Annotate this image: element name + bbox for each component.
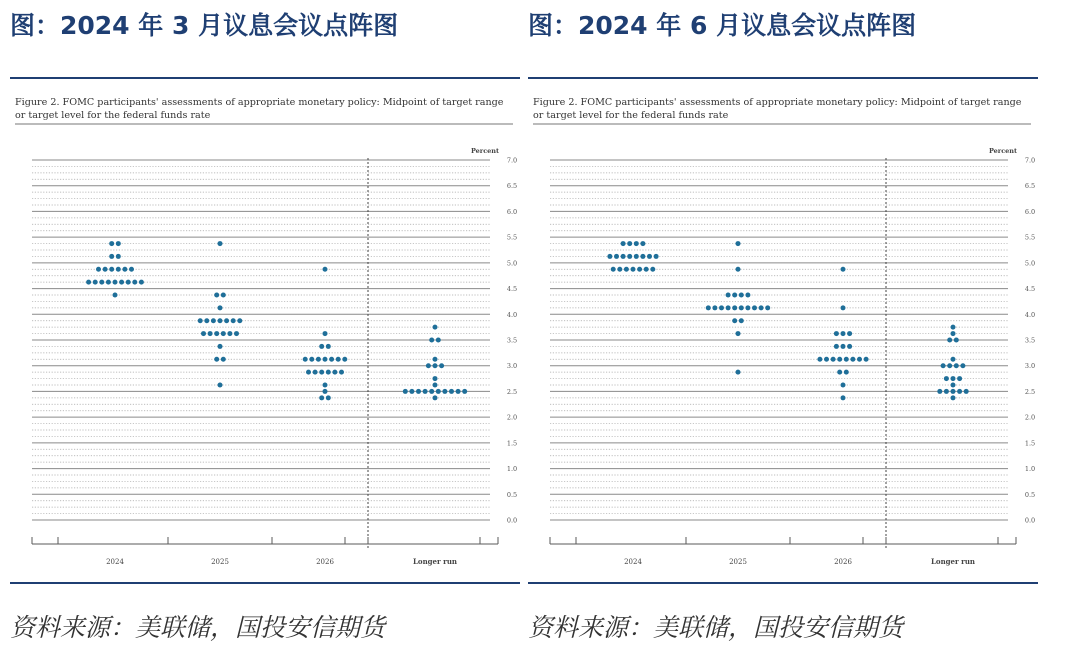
- projection-dot: [759, 305, 764, 310]
- projection-dot: [211, 318, 216, 323]
- projection-dot: [218, 241, 223, 246]
- projection-dot: [201, 331, 206, 336]
- projection-dot: [824, 357, 829, 362]
- projection-dot: [736, 331, 741, 336]
- projection-dot: [960, 363, 965, 368]
- y-tick-label: 4.5: [1024, 285, 1036, 294]
- projection-dot: [96, 267, 101, 272]
- y-tick-label: 1.5: [1024, 439, 1036, 448]
- projection-dot: [319, 370, 324, 375]
- projection-dot: [224, 318, 229, 323]
- y-tick-label: 3.5: [1024, 336, 1036, 345]
- projection-dot: [113, 280, 118, 285]
- projection-dot: [129, 267, 134, 272]
- projection-dot: [637, 267, 642, 272]
- projection-dot: [86, 280, 91, 285]
- y-axis-label: Percent: [988, 147, 1018, 155]
- projection-dot: [436, 389, 441, 394]
- projection-dot: [847, 344, 852, 349]
- dot-plot-chart: [10, 80, 520, 580]
- projection-dot: [736, 267, 741, 272]
- projection-dot: [726, 293, 731, 298]
- projection-dot: [951, 331, 956, 336]
- projection-dot: [706, 305, 711, 310]
- projection-dot: [617, 267, 622, 272]
- y-tick-label: 6.0: [1024, 207, 1036, 216]
- x-category-label: 2025: [211, 558, 229, 566]
- projection-dot: [644, 267, 649, 272]
- figure-caption-line2: or target level for the federal funds rate: [15, 110, 211, 121]
- projection-dot: [951, 376, 956, 381]
- projection-dot: [323, 357, 328, 362]
- dot-plot-chart: [528, 80, 1038, 580]
- projection-dot: [323, 389, 328, 394]
- projection-dot: [841, 395, 846, 400]
- projection-dot: [449, 389, 454, 394]
- y-tick-label: 3.0: [1024, 362, 1036, 371]
- projection-dot: [621, 254, 626, 259]
- y-tick-label: 0.5: [506, 490, 518, 499]
- projection-dot: [116, 254, 121, 259]
- projection-dot: [433, 357, 438, 362]
- projection-dot: [221, 293, 226, 298]
- projection-dot: [339, 370, 344, 375]
- projection-dot: [323, 331, 328, 336]
- projection-dot: [433, 395, 438, 400]
- projection-dot: [319, 344, 324, 349]
- projection-dot: [631, 267, 636, 272]
- projection-dot: [607, 254, 612, 259]
- projection-dot: [109, 241, 114, 246]
- projection-dot: [752, 305, 757, 310]
- projection-dot: [306, 370, 311, 375]
- top-rule: [10, 77, 520, 79]
- projection-dot: [429, 338, 434, 343]
- source-note: 资料来源：美联储，国投安信期货: [10, 613, 386, 642]
- y-tick-label: 6.5: [506, 182, 518, 191]
- projection-dot: [109, 254, 114, 259]
- projection-dot: [303, 357, 308, 362]
- projection-dot: [640, 254, 645, 259]
- projection-dot: [99, 280, 104, 285]
- projection-dot: [409, 389, 414, 394]
- figure-caption-line1: Figure 2. FOMC participants' assessments of appropriate monetary policy: Midpoint of target range: [533, 97, 1022, 108]
- projection-dot: [433, 363, 438, 368]
- y-tick-label: 3.5: [506, 336, 518, 345]
- projection-dot: [726, 305, 731, 310]
- projection-dot: [745, 305, 750, 310]
- projection-dot: [944, 376, 949, 381]
- y-tick-label: 0.0: [506, 516, 518, 525]
- bottom-rule: [10, 582, 520, 584]
- projection-dot: [634, 241, 639, 246]
- projection-dot: [218, 344, 223, 349]
- projection-dot: [947, 338, 952, 343]
- panel-title: 图：2024 年 3 月议息会议点阵图: [10, 11, 399, 40]
- projection-dot: [456, 389, 461, 394]
- projection-dot: [957, 389, 962, 394]
- x-category-label: 2026: [316, 558, 334, 566]
- projection-dot: [323, 383, 328, 388]
- y-tick-label: 2.0: [506, 413, 518, 422]
- projection-dot: [319, 395, 324, 400]
- x-category-label: 2026: [834, 558, 852, 566]
- projection-dot: [850, 357, 855, 362]
- projection-dot: [937, 389, 942, 394]
- projection-dot: [439, 363, 444, 368]
- y-tick-label: 1.0: [1024, 465, 1036, 474]
- projection-dot: [745, 293, 750, 298]
- projection-dot: [739, 293, 744, 298]
- projection-dot: [234, 331, 239, 336]
- projection-dot: [964, 389, 969, 394]
- panel-title: 图：2024 年 6 月议息会议点阵图: [528, 11, 917, 40]
- projection-dot: [113, 293, 118, 298]
- y-axis-label: Percent: [470, 147, 500, 155]
- projection-dot: [831, 357, 836, 362]
- y-tick-label: 2.0: [1024, 413, 1036, 422]
- dot-plot-figure: [10, 80, 520, 580]
- projection-dot: [736, 370, 741, 375]
- projection-dot: [132, 280, 137, 285]
- projection-dot: [429, 389, 434, 394]
- y-tick-label: 3.0: [506, 362, 518, 371]
- projection-dot: [647, 254, 652, 259]
- panel-march-2024: [10, 0, 540, 646]
- projection-dot: [126, 280, 131, 285]
- projection-dot: [841, 267, 846, 272]
- projection-dot: [214, 331, 219, 336]
- y-tick-label: 6.5: [1024, 182, 1036, 191]
- projection-dot: [221, 357, 226, 362]
- projection-dot: [951, 395, 956, 400]
- projection-dot: [426, 363, 431, 368]
- y-tick-label: 1.5: [506, 439, 518, 448]
- projection-dot: [336, 357, 341, 362]
- y-tick-label: 5.5: [1024, 233, 1036, 242]
- y-tick-label: 0.5: [1024, 490, 1036, 499]
- projection-dot: [316, 357, 321, 362]
- projection-dot: [442, 389, 447, 394]
- projection-dot: [227, 331, 232, 336]
- projection-dot: [951, 357, 956, 362]
- figure-caption-line2: or target level for the federal funds rate: [533, 110, 729, 121]
- projection-dot: [951, 389, 956, 394]
- projection-dot: [841, 331, 846, 336]
- projection-dot: [103, 267, 108, 272]
- projection-dot: [844, 370, 849, 375]
- projection-dot: [837, 370, 842, 375]
- projection-dot: [433, 376, 438, 381]
- projection-dot: [732, 293, 737, 298]
- projection-dot: [313, 370, 318, 375]
- y-tick-label: 5.0: [506, 259, 518, 268]
- projection-dot: [621, 241, 626, 246]
- projection-dot: [627, 241, 632, 246]
- projection-dot: [834, 344, 839, 349]
- projection-dot: [139, 280, 144, 285]
- projection-dot: [614, 254, 619, 259]
- projection-dot: [433, 383, 438, 388]
- projection-dot: [841, 383, 846, 388]
- dot-plot-figure: [528, 80, 1038, 580]
- projection-dot: [624, 267, 629, 272]
- bottom-rule: [528, 582, 1038, 584]
- projection-dot: [423, 389, 428, 394]
- projection-dot: [947, 363, 952, 368]
- projection-dot: [436, 338, 441, 343]
- projection-dot: [218, 305, 223, 310]
- projection-dot: [736, 241, 741, 246]
- projection-dot: [332, 370, 337, 375]
- projection-dot: [954, 363, 959, 368]
- projection-dot: [309, 357, 314, 362]
- projection-dot: [342, 357, 347, 362]
- projection-dot: [864, 357, 869, 362]
- projection-dot: [237, 318, 242, 323]
- y-tick-label: 5.0: [1024, 259, 1036, 268]
- x-category-label: Longer run: [412, 557, 458, 566]
- projection-dot: [627, 254, 632, 259]
- projection-dot: [739, 305, 744, 310]
- projection-dot: [817, 357, 822, 362]
- y-tick-label: 4.5: [506, 285, 518, 294]
- projection-dot: [841, 344, 846, 349]
- y-tick-label: 6.0: [506, 207, 518, 216]
- projection-dot: [326, 370, 331, 375]
- projection-dot: [109, 267, 114, 272]
- projection-dot: [221, 331, 226, 336]
- panel-june-2024: [528, 0, 1058, 646]
- projection-dot: [611, 267, 616, 272]
- projection-dot: [951, 383, 956, 388]
- projection-dot: [634, 254, 639, 259]
- source-note: 资料来源：美联储，国投安信期货: [528, 613, 904, 642]
- projection-dot: [837, 357, 842, 362]
- projection-dot: [844, 357, 849, 362]
- x-category-label: 2024: [106, 558, 124, 566]
- y-tick-label: 4.0: [506, 310, 518, 319]
- projection-dot: [204, 318, 209, 323]
- projection-dot: [214, 357, 219, 362]
- projection-dot: [326, 344, 331, 349]
- projection-dot: [954, 338, 959, 343]
- projection-dot: [403, 389, 408, 394]
- x-category-label: Longer run: [930, 557, 976, 566]
- y-tick-label: 7.0: [1024, 156, 1036, 165]
- y-tick-label: 2.5: [506, 387, 518, 396]
- y-tick-label: 7.0: [506, 156, 518, 165]
- projection-dot: [119, 280, 124, 285]
- y-tick-label: 2.5: [1024, 387, 1036, 396]
- projection-dot: [834, 331, 839, 336]
- projection-dot: [329, 357, 334, 362]
- projection-dot: [654, 254, 659, 259]
- projection-dot: [218, 383, 223, 388]
- projection-dot: [106, 280, 111, 285]
- y-tick-label: 4.0: [1024, 310, 1036, 319]
- projection-dot: [847, 331, 852, 336]
- projection-dot: [93, 280, 98, 285]
- projection-dot: [941, 363, 946, 368]
- projection-dot: [198, 318, 203, 323]
- figure-caption-line1: Figure 2. FOMC participants' assessments of appropriate monetary policy: Midpoint of target range: [15, 97, 504, 108]
- projection-dot: [416, 389, 421, 394]
- projection-dot: [640, 241, 645, 246]
- projection-dot: [719, 305, 724, 310]
- projection-dot: [857, 357, 862, 362]
- projection-dot: [116, 267, 121, 272]
- projection-dot: [326, 395, 331, 400]
- projection-dot: [951, 325, 956, 330]
- projection-dot: [214, 293, 219, 298]
- y-tick-label: 5.5: [506, 233, 518, 242]
- projection-dot: [323, 267, 328, 272]
- projection-dot: [944, 389, 949, 394]
- projection-dot: [218, 318, 223, 323]
- projection-dot: [732, 305, 737, 310]
- projection-dot: [765, 305, 770, 310]
- x-category-label: 2025: [729, 558, 747, 566]
- projection-dot: [433, 325, 438, 330]
- top-rule: [528, 77, 1038, 79]
- projection-dot: [739, 318, 744, 323]
- x-category-label: 2024: [624, 558, 642, 566]
- projection-dot: [650, 267, 655, 272]
- projection-dot: [957, 376, 962, 381]
- projection-dot: [712, 305, 717, 310]
- projection-dot: [231, 318, 236, 323]
- projection-dot: [122, 267, 127, 272]
- projection-dot: [462, 389, 467, 394]
- projection-dot: [116, 241, 121, 246]
- y-tick-label: 0.0: [1024, 516, 1036, 525]
- projection-dot: [841, 305, 846, 310]
- projection-dot: [208, 331, 213, 336]
- projection-dot: [732, 318, 737, 323]
- y-tick-label: 1.0: [506, 465, 518, 474]
